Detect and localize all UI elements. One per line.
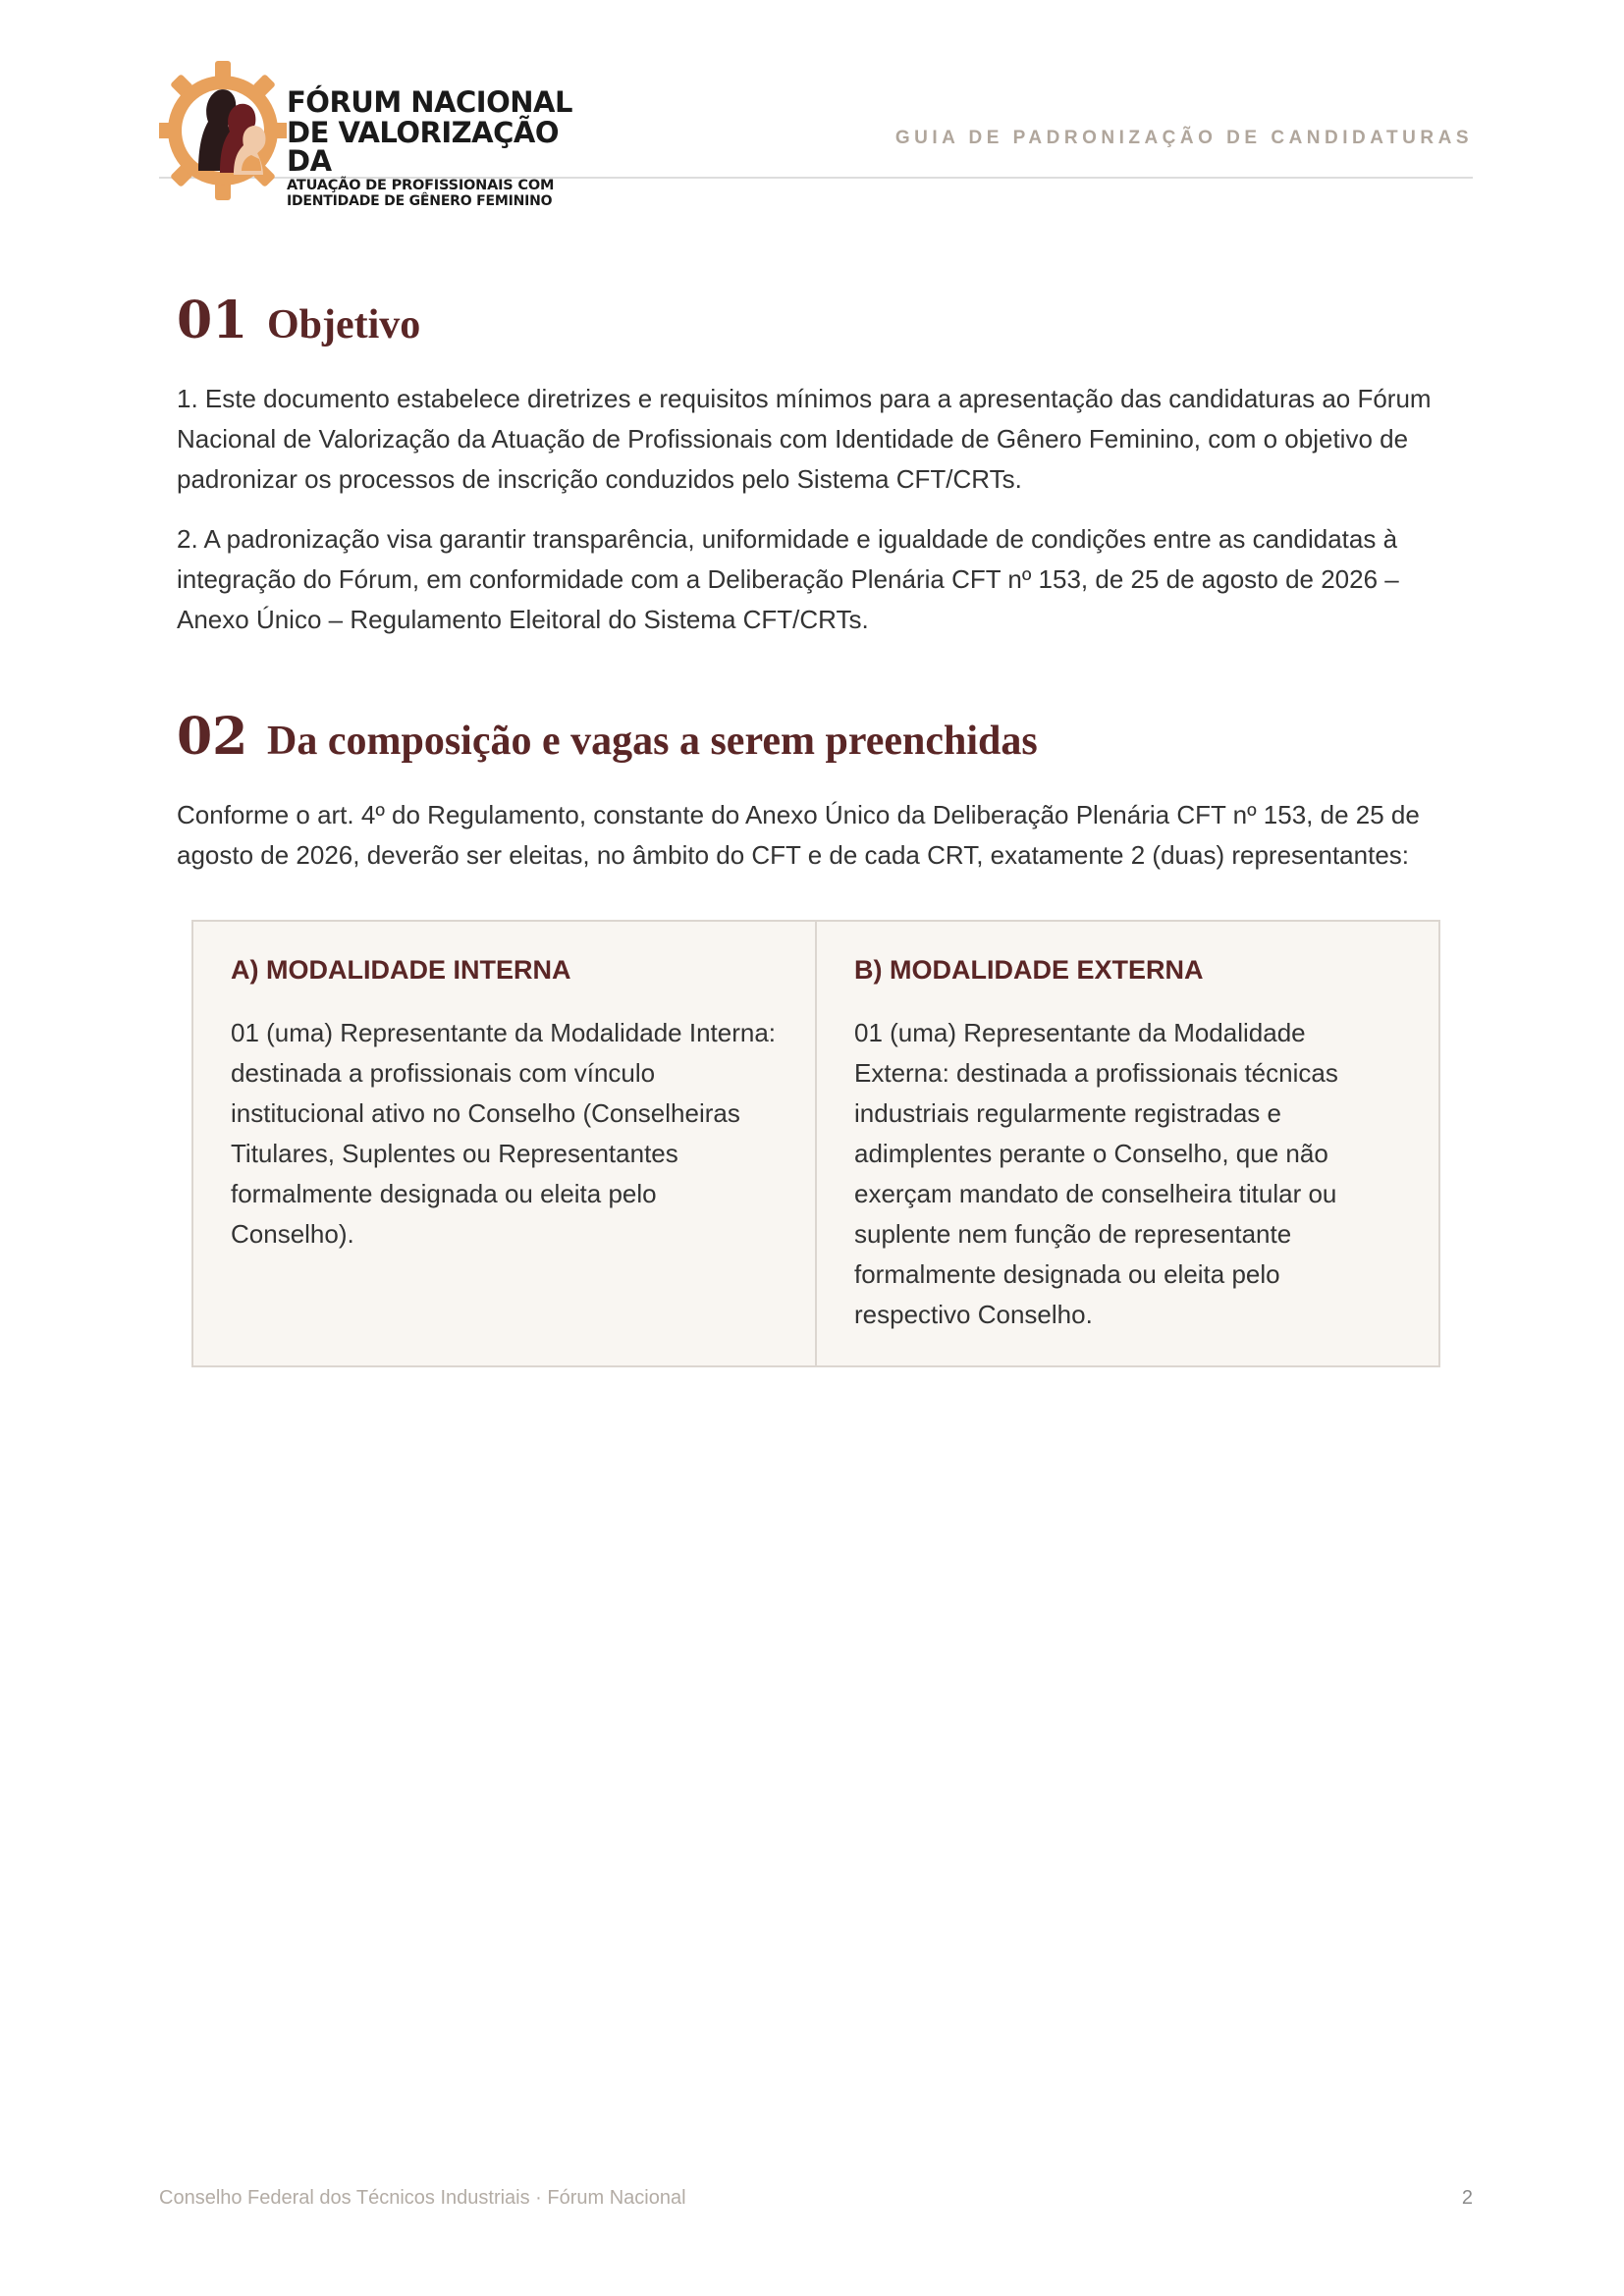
modality-interna bbox=[193, 922, 815, 1365]
page-number: 2 bbox=[1461, 2187, 1473, 2209]
modalities-box bbox=[191, 920, 1440, 1367]
modality-description: 01 (uma) Representante da Modalidade Externa: destinada a profissionais técnicas industriais regularmente registradas e adimplentes perante o Conselho, que não exerçam mandato de conselheira titular ou suplente nem função de representante formalmente designada ou eleita pelo respectivo Conselho. bbox=[854, 1018, 1338, 1329]
section-title: Objetivo bbox=[267, 302, 421, 347]
section-heading-objetivo bbox=[177, 291, 420, 350]
section-number: 02 bbox=[177, 707, 248, 767]
modality-title: B) MODALIDADE EXTERNA bbox=[854, 955, 1204, 985]
modality-title: A) MODALIDADE INTERNA bbox=[231, 955, 571, 985]
paragraph-objetivo-2: 2. A padronização visa garantir transparência, uniformidade e igualdade de condições entre as candidatas à integração do Fórum, em conformidade com a Deliberação Plenária CFT nº 153, de 25 de agosto de 2026 – Anexo Único – Regulamento Eleitoral do Sistema CFT/CRTs. bbox=[177, 524, 1399, 634]
paragraph-objetivo-1: 1. Este documento estabelece diretrizes e requisitos mínimos para a apresentação das candidaturas ao Fórum Nacional de Valorização da Atuação de Profissionais com Identidade de Gênero Feminino, com o objetivo de padronizar os processos de inscrição conduzidos pelo Sistema CFT/CRTs. bbox=[177, 384, 1432, 494]
logo-line-1: FÓRUM NACIONAL bbox=[287, 85, 572, 119]
section-title: Da composição e vagas a serem preenchidas bbox=[267, 719, 1038, 764]
paragraph-composicao: Conforme o art. 4º do Regulamento, constante do Anexo Único da Deliberação Plenária CFT nº 153, de 25 de agosto de 2026, deverão ser eleitas, no âmbito do CFT e de cada CRT, exatamente 2 (duas) representantes: bbox=[177, 800, 1420, 870]
section-heading-composicao bbox=[177, 707, 1038, 767]
guide-title: GUIA DE PADRONIZAÇÃO DE CANDIDATURAS bbox=[894, 128, 1473, 148]
logo-line-3: ATUAÇÃO DE PROFISSIONAIS COM bbox=[287, 178, 555, 193]
logo-wordmark bbox=[287, 85, 591, 209]
modality-externa bbox=[815, 922, 1438, 1365]
footer-text: Conselho Federal dos Técnicos Industriais · Fórum Nacional bbox=[159, 2187, 686, 2209]
page-header bbox=[159, 61, 1473, 209]
gear-women-emblem-icon bbox=[159, 61, 287, 200]
section-number: 01 bbox=[177, 291, 248, 350]
logo-line-2: DE VALORIZAÇÃO DA bbox=[287, 116, 559, 178]
modality-description: 01 (uma) Representante da Modalidade Interna: destinada a profissionais com vínculo institucional ativo no Conselho (Conselheiras Titulares, Suplentes ou Representantes formalmente designada ou eleita pelo Conselho). bbox=[231, 1018, 777, 1249]
logo-line-4: IDENTIDADE DE GÊNERO FEMININO bbox=[287, 192, 553, 209]
forum-logo bbox=[159, 61, 591, 209]
